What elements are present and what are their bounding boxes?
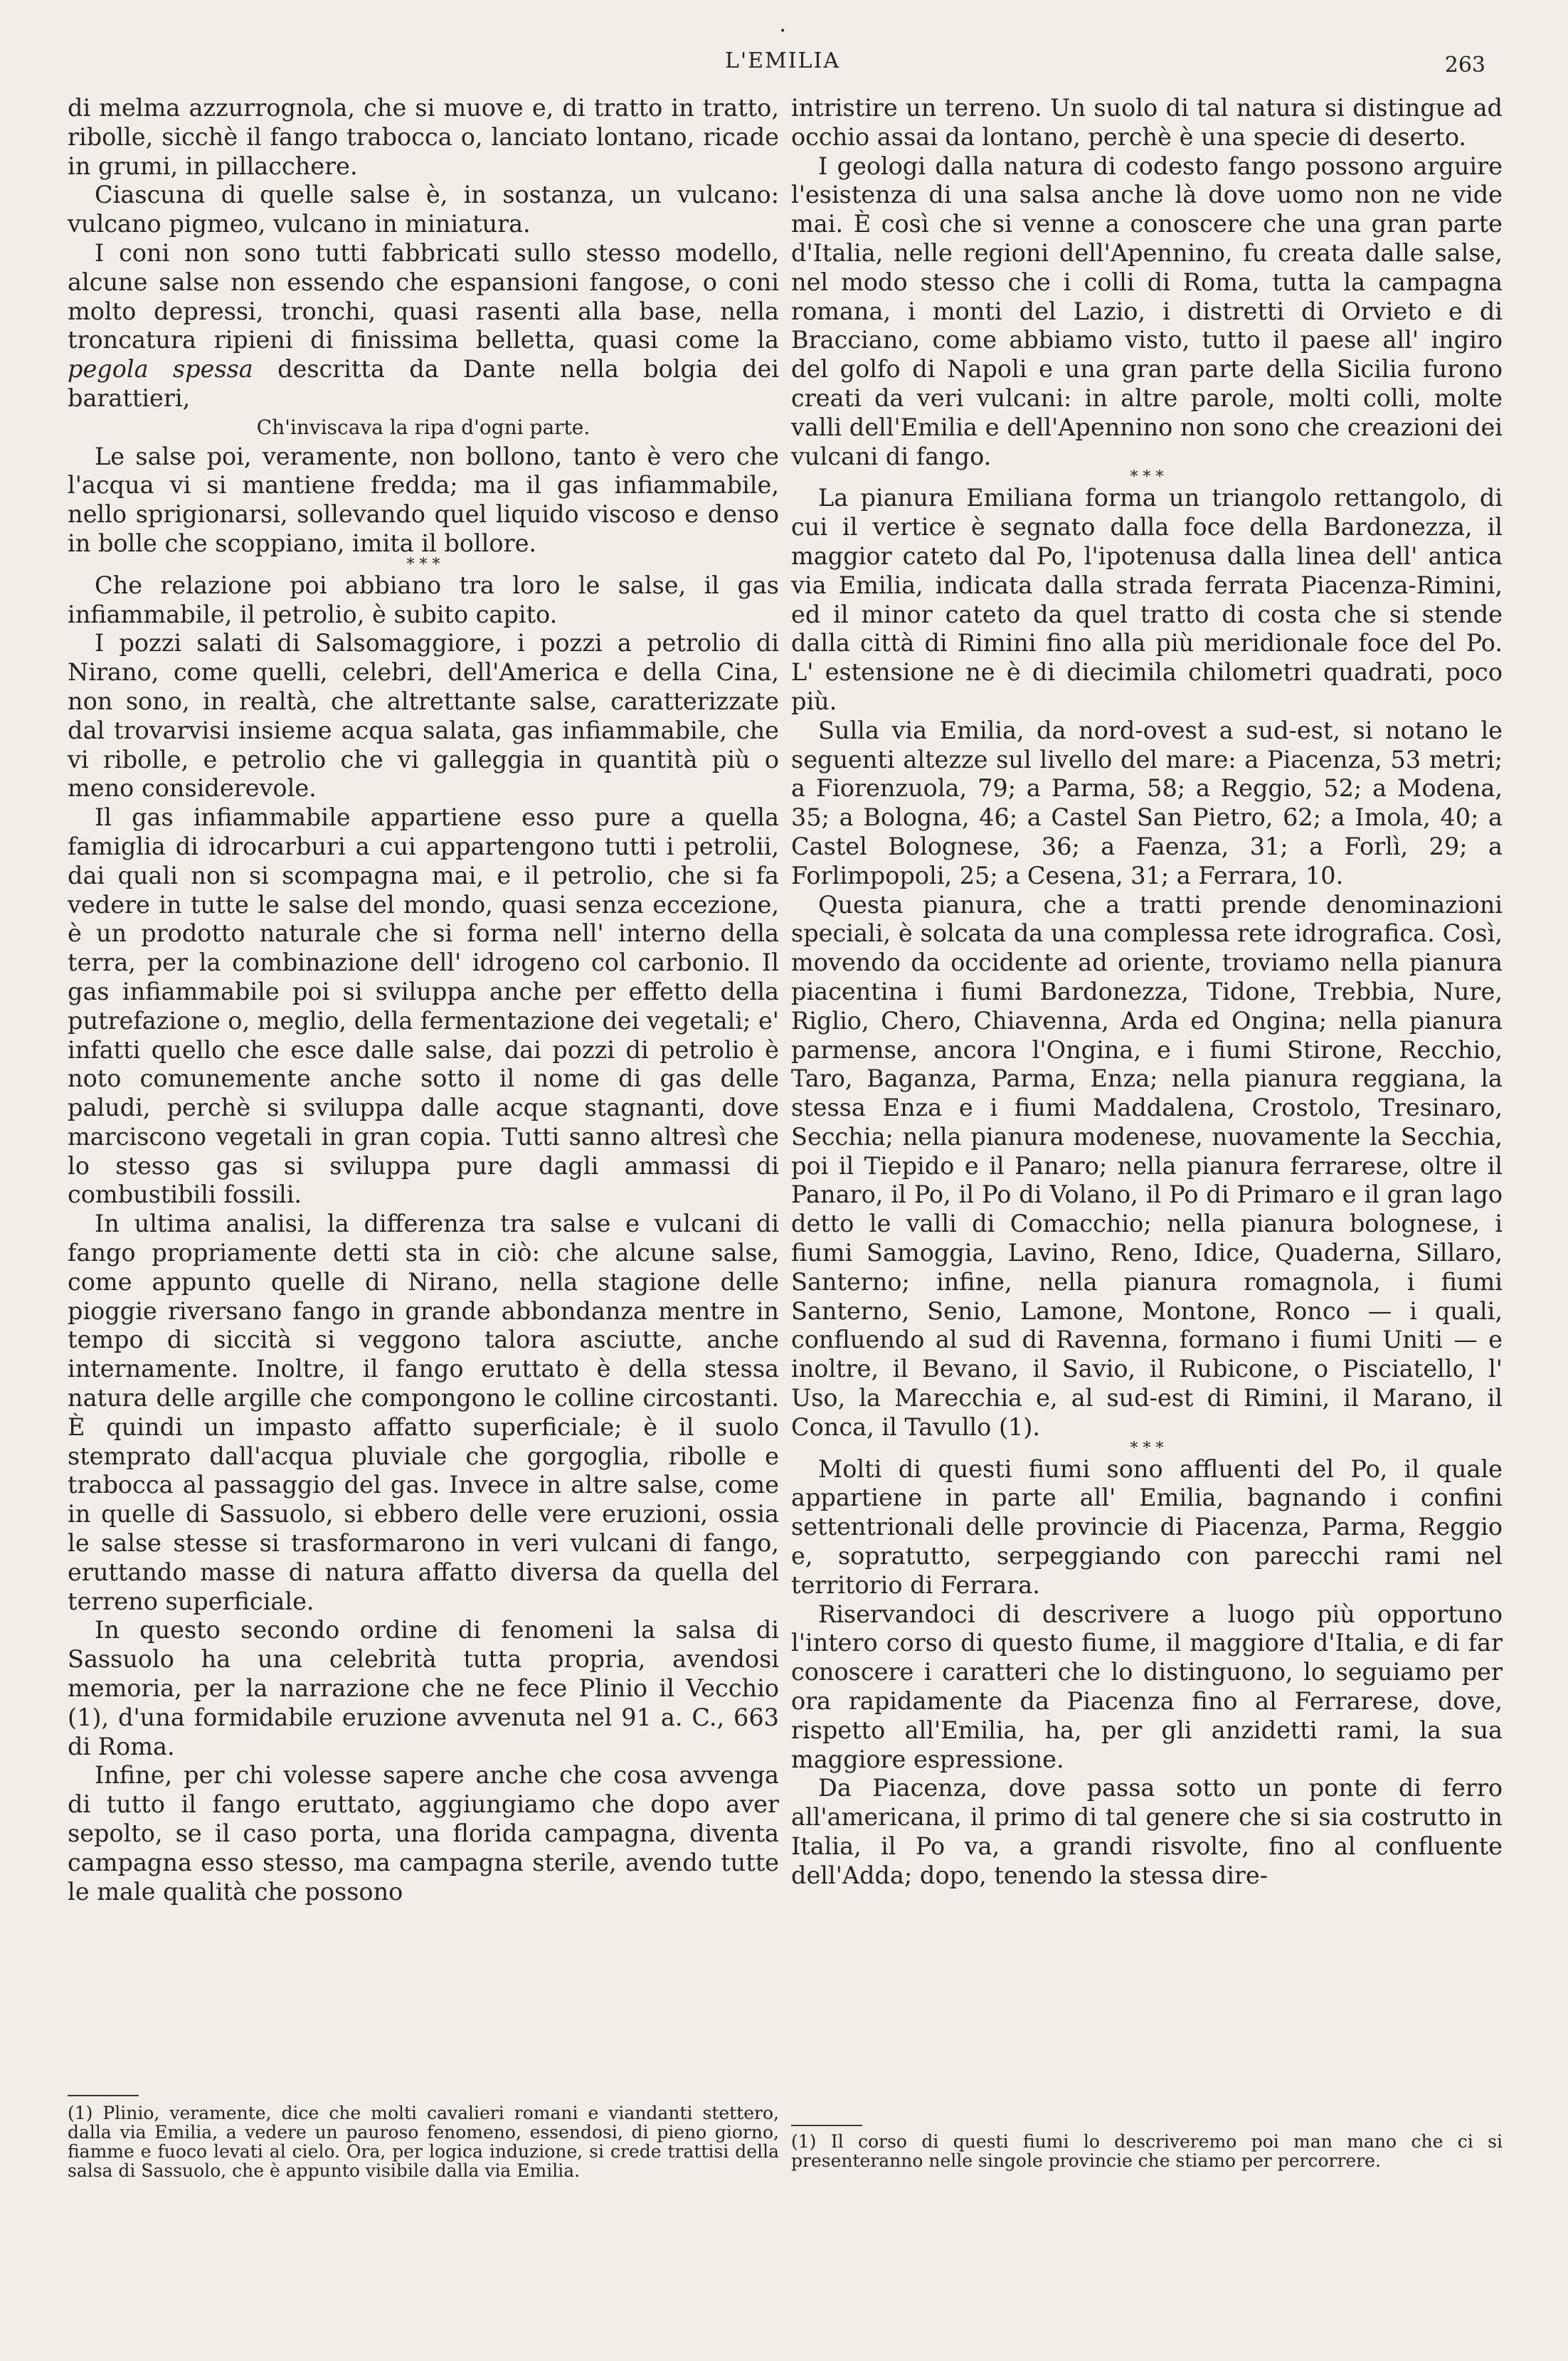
paragraph: La pianura Emiliana forma un triangolo rettangolo, di cui il vertice è segnato dalla foce della Bardonezza, il maggior cateto dal Po, l'ipotenusa dalla linea dell' antica via Emilia, indicata dalla strada ferrata Piacenza-Rimini, ed il minor cateto da quel tratto di costa che si stende dalla città di Rimini fino alla più meridionale foce del Po. L' estensione ne è di diecimila chilometri quadrati, poco più. [791,484,1503,715]
top-dot-mark: • [780,26,786,37]
text-run: I coni non sono tutti fabbricati sullo stesso modello, alcune salse non essendo che espansioni fangose, o coni molto depressi, tronchi, quasi rasenti alla base, nella troncatura ripieni di finissima belletta, quasi come la [68,238,779,354]
footnote-rule [791,2125,862,2126]
paragraph: I geologi dalla natura di codesto fango possono arguire l'esistenza di una salsa anche là dove uomo non ne vide mai. È così che si venne a conoscere che una gran parte d'Italia, nelle regioni dell'Apennino, fu creata dalle salse, nel modo stesso che i colli di Roma, tutta la campagna romana, i monti del Lazio, i distretti di Orvieto e di Bracciano, come abbiamo visto, tutto il paese all' ingiro del golfo di Napoli e una gran parte della Sicilia furono creati da veri vulcani: in altre parole, molti colli, molte valli dell'Emilia e dell'Apennino non sono che creazioni dei vulcani di fango. [791,152,1503,470]
left-column [68,94,779,1906]
italic-phrase: pegola spessa [68,355,253,384]
paragraph-with-italic [68,239,779,413]
paragraph: Ciascuna di quelle salse è, in sostanza, un vulcano: vulcano pigmeo, vulcano in miniatura. [68,181,779,238]
section-divider-stars: * * * [1130,468,1164,487]
paragraph: Il gas infiammabile appartiene esso pure a quella famiglia di idrocarburi a cui appartengono tutti i petrolii, dai quali non si scompagna mai, e il petrolio, che si fa vedere in tutte le salse del mondo, quasi senza eccezione, è un prodotto naturale che si forma nell' interno della terra, per la combinazione dell' idrogeno col carbonio. Il gas infiammabile poi si sviluppa anche per effetto della putrefazione o, meglio, della fermentazione dei vegetali; e' infatti quello che esce dalle salse, dai pozzi di petrolio è noto comunemente anche sotto il nome di gas delle paludi, perchè si sviluppa dalle acque stagnanti, dove marciscono vegetali in gran copia. Tutti sanno altresì che lo stesso gas si sviluppa pure dagli ammassi di combustibili fossili. [68,803,779,1209]
paragraph: Questa pianura, che a tratti prende denominazioni speciali, è solcata da una complessa rete idrografica. Così, movendo da occidente ad oriente, troviamo nella pianura piacentina i fiumi Bardonezza, Tidone, Trebbia, Nure, Riglio, Chero, Chiavenna, Arda ed Ongina; nella pianura parmense, ancora l'Ongina, e i fiumi Stirone, Recchio, Taro, Baganza, Parma, Enza; nella pianura reggiana, la stessa Enza e i fiumi Maddalena, Crostolo, Tresinaro, Secchia; nella pianura modenese, nuovamente la Secchia, poi il Tiepido e il Panaro; nella pianura ferrarese, oltre il Panaro, il Po, il Po di Volano, il Po di Primaro e il gran lago detto le valli di Comacchio; nella pianura bolognese, i fiumi Samoggia, Lavino, Reno, Idice, Quaderna, Sillaro, Santerno; infine, nella pianura romagnola, i fiumi Santerno, Senio, Lamone, Montone, Ronco — i quali, confluendo al sud di Ravenna, formano i fiumi Uniti — e inoltre, il Bevano, il Savio, il Rubicone, o Pisciatello, l' Uso, la Marecchia e, al sud-est di Rimini, il Marano, il Conca, il Tavullo (1). [791,890,1503,1441]
footnote-right: (1) Il corso di questi fiumi lo descriveremo poi man mano che ci si presenteranno nelle singole provincie che stiamo per percorrere. [791,2131,1503,2171]
text-run: descritta da Dante nella bolgia dei barattieri, [68,355,779,412]
section-divider-stars: * * * [1130,1439,1164,1457]
paragraph: Le salse poi, veramente, non bollono, tanto è vero che l'acqua vi si mantiene fredda; ma il gas infiammabile, nello sprigionarsi, sollevando quel liquido viscoso e denso in bolle che scoppiano, imita il bollore. [68,442,779,557]
paragraph: Molti di questi fiumi sono affluenti del Po, il quale appartiene in parte all' Emilia, bagnando i confini settentrionali delle provincie di Piacenza, Parma, Reggio e, sopratutto, serpeggiando con parecchi rami nel territorio di Ferrara. [791,1454,1503,1599]
paragraph: Da Piacenza, dove passa sotto un ponte di ferro all'americana, il primo di tal genere che si sia costrutto in Italia, il Po va, a grandi risvolte, fino al confluente dell'Adda; dopo, tenendo la stessa dire- [791,1774,1503,1889]
dante-quote: Ch'inviscava la ripa d'ogni parte. [256,415,590,439]
footnote-rule [68,2095,139,2096]
paragraph: di melma azzurrognola, che si muove e, di tratto in tratto, ribolle, sicchè il fango trabocca o, lanciato lontano, ricade in grumi, in pillacchere. [68,94,779,180]
section-divider-stars: * * * [406,555,440,574]
paragraph: I pozzi salati di Salsomaggiore, i pozzi a petrolio di Nirano, come quelli, celebri, dell'America e della Cina, non sono, in realtà, che altrettante salse, caratterizzate dal trovarvisi insieme acqua salata, gas infiammabile, che vi ribolle, e petrolio che vi galleggia in quantità più o meno considerevole. [68,629,779,803]
right-column [791,94,1503,1891]
running-title: L'EMILIA [724,48,841,73]
paragraph: Sulla via Emilia, da nord-ovest a sud-est, si notano le seguenti altezze sul livello del mare: a Piacenza, 53 metri; a Fiorenzuola, 79; a Parma, 58; a Reggio, 52; a Modena, 35; a Bologna, 46; a Castel San Pietro, 62; a Imola, 40; a Castel Bolognese, 36; a Faenza, 31; a Forlì, 29; a Forlimpopoli, 25; a Cesena, 31; a Ferrara, 10. [791,716,1503,889]
paragraph: intristire un terreno. Un suolo di tal natura si distingue ad occhio assai da lontano, perchè è una specie di deserto. [791,94,1503,151]
paragraph: In ultima analisi, la differenza tra salse e vulcani di fango propriamente detti sta in ciò: che alcune salse, come appunto quelle di Nirano, nella stagione delle pioggie riversano fango in grande abbondanza mentre in tempo di siccità si veggono talora asciutte, anche internamente. Inoltre, il fango eruttato è della stessa natura delle argille che compongono le colline circostanti. È quindi un impasto affatto superficiale; è il suolo stemprato dall'acqua pluviale che gorgoglia, ribolle e trabocca al passaggio del gas. Invece in altre salse, come in quelle di Sassuolo, si ebbero delle vere eruzioni, ossia le salse stesse si trasformarono in veri vulcani di fango, eruttando masse di natura affatto diversa da quella del terreno superficiale. [68,1210,779,1615]
page-number: 263 [1444,53,1485,78]
paragraph: In questo secondo ordine di fenomeni la salsa di Sassuolo ha una celebrità tutta propria, avendosi memoria, per la narrazione che ne fece Plinio il Vecchio (1), d'una formidabile eruzione avvenuta nel 91 a. C., 663 di Roma. [68,1616,779,1760]
paragraph: Riservandoci di descrivere a luogo più opportuno l'intero corso di questo fiume, il maggiore d'Italia, e di far conoscere i caratteri che lo distinguono, lo seguiamo per ora rapidamente da Piacenza fino al Ferrarese, dove, rispetto all'Emilia, ha, per gli anzidetti rami, la sua maggiore espressione. [791,1600,1503,1773]
footnote-left: (1) Plinio, veramente, dice che molti cavalieri romani e viandanti stettero, dalla via Emilia, a vedere un pauroso fenomeno, essendosi, di pieno giorno, fiamme e fuoco levati al cielo. Ora, per logica induzione, si crede trattisi della salsa di Sassuolo, che è appunto visibile dalla via Emilia. [68,2103,779,2181]
paragraph: Infine, per chi volesse sapere anche che cosa avvenga di tutto il fango eruttato, aggiungiamo che dopo aver sepolto, se il caso porta, una florida campagna, diventa campagna esso stesso, ma campagna sterile, avendo tutte le male qualità che possono [68,1761,779,1906]
paragraph: Che relazione poi abbiano tra loro le salse, il gas infiammabile, il petrolio, è subito capito. [68,571,779,628]
